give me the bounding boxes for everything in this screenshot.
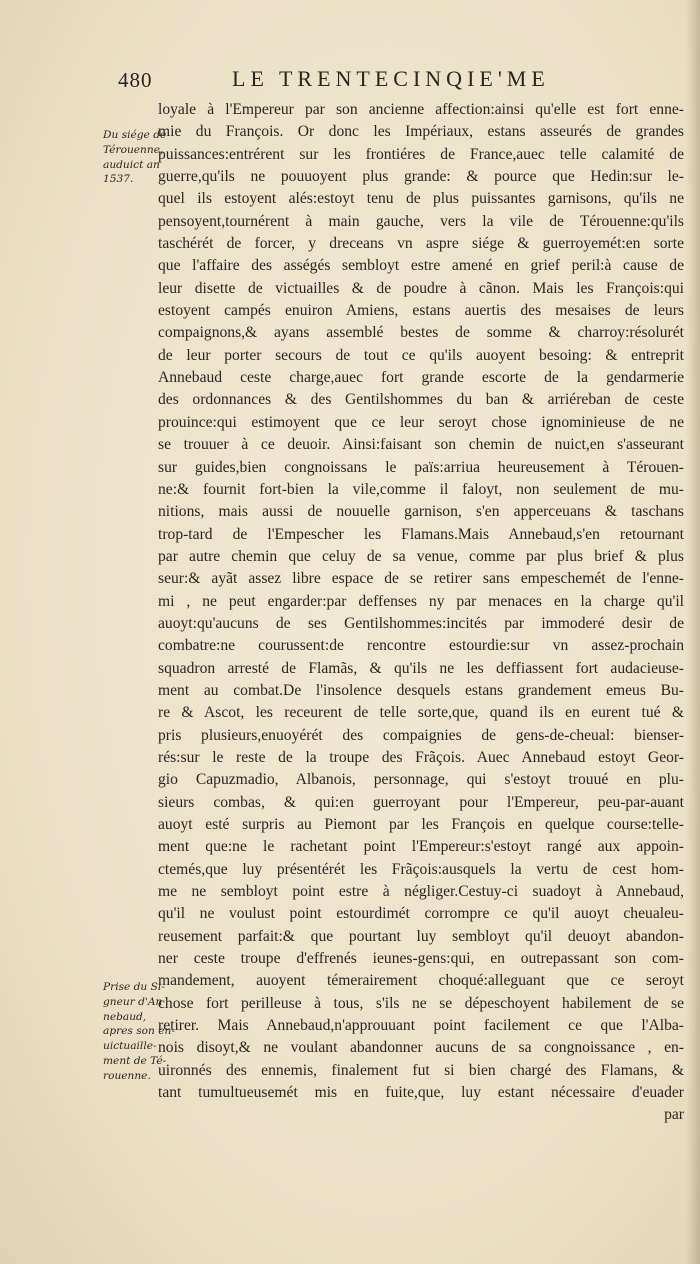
text-line: me ne sembloyt point estre à négliger.Cestuy-ci suadoyt à Annebaud, — [158, 883, 684, 901]
text-line: tant tumultueusemét mis en fuite,que, luy estant nécessaire d'euader — [158, 1084, 684, 1102]
main-text-block — [158, 99, 684, 1127]
text-line: auoyt:qu'aucuns de ses Gentilshommes:incités par immoderé desir de — [158, 614, 684, 632]
text-line: rés:sur le reste de la troupe des Frãçois. Auec Annebaud estoyt Geor- — [158, 748, 684, 766]
text-line: compaignons,& ayans assemblé bestes de somme & charroy:résolurét — [158, 324, 684, 342]
text-line: mandement, auoyent témerairement choqué:alleguant que ce seroyt — [158, 972, 684, 990]
text-line: prouince:qui estimoyent que ce leur seroyt chose ignominieuse de ne — [158, 413, 684, 431]
text-line: Annebaud ceste charge,auec fort grande escorte de la gendarmerie — [158, 369, 684, 387]
text-line: ment au combat.De l'insolence desquels estans grandement emeus Bu- — [158, 681, 684, 699]
catchword: par — [664, 1106, 684, 1124]
margin-note-line: ment de Té- — [103, 1054, 167, 1067]
text-line: ner ceste troupe d'effrenés ieunes-gens:qui, en outrepassant son com- — [158, 950, 684, 968]
text-line: auoyt esté surpris au Piemont par les François en quelque course:telle- — [158, 816, 684, 833]
text-line: re & Ascot, les receurent de telle sorte,que, quand ils en eurent tué & — [158, 704, 684, 722]
text-line: que l'affaire des asségés sembloyt estre amené en grief peril:à cause de — [158, 257, 684, 275]
text-line: trop-tard de l'Empescher les Flamans.Mais Annebaud,s'en retournant — [158, 525, 684, 543]
page-number: 480 — [118, 68, 153, 92]
text-line: qu'il ne voulust point estourdimét corrompre ce qu'il auoyt cheualeu- — [158, 905, 684, 923]
margin-note-capture — [103, 980, 175, 1084]
text-line: pensoyent,tournérent à main gauche, vers la vile de Térouenne:qu'ils — [158, 212, 684, 230]
text-line: mi , ne peut engarder:par deffenses ny par menaces en la charge qu'il — [158, 592, 684, 610]
text-line: se trouuer à ce deuoir. Ainsi:faisant son chemin de nuict,en s'asseurant — [158, 436, 684, 454]
text-line: taschérét de forcer, y dreceans vn aspre siége & guerroyemét:en sorte — [158, 235, 684, 253]
margin-note-line: Prise du Si- — [103, 981, 165, 993]
text-line: squadron arresté de Flamãs, & qu'ils ne les deffiassent fort audacieuse- — [158, 659, 684, 677]
margin-note-line: apres son en- — [103, 1025, 175, 1038]
running-head: LE TRENTECINQIE'ME — [232, 66, 550, 91]
text-line: gio Capuzmadio, Albanois, personnage, qui s'estoyt trouué en plu- — [158, 771, 684, 789]
page-edge-shadow — [686, 0, 700, 1264]
text-line: leur disette de victuailles & de poudre à cãnon. Mais les François:qui — [158, 279, 684, 297]
margin-note-line: auduict an — [103, 158, 160, 171]
text-line: uironnés des ennemis, finalement fut si bien chargé des Flamans, & — [158, 1061, 684, 1079]
margin-note-line: nebaud, — [103, 1010, 147, 1023]
text-line: ne:& fournit fort-bien la vile,comme il faloyt, non seulement de mu- — [158, 480, 684, 498]
text-line: pris plusieurs,enuoyérét des compaignies de gens-de-cheual: bienser- — [158, 726, 684, 744]
margin-note-line: uictuaille- — [103, 1040, 157, 1053]
margin-note-line: rouenne. — [103, 1069, 151, 1082]
margin-note-line: Térouenne, — [103, 143, 164, 156]
text-line: loyale à l'Empereur par son ancienne affection:ainsi qu'elle est fort enne- — [158, 101, 684, 118]
text-line: sur guides,bien congnoissans le païs:arriua heureusement à Térouen- — [158, 458, 684, 476]
text-line: quel ils estoyent alés:estoyt tenu de plus puissantes garnisons, qu'ils ne — [158, 190, 684, 208]
text-line: mie du François. Or donc les Impériaux, estans asseurés de grandes — [158, 123, 684, 141]
text-line: puissances:entrérent sur les frontiéres de France,auec telle calamité de — [158, 145, 684, 163]
text-line: de leur porter secours de tout ce qu'ils auoyent besoing: & entreprit — [158, 346, 684, 364]
margin-note-line: 1537. — [103, 173, 134, 186]
text-line: chose fort perilleuse à tous, s'ils ne se dépeschoyent habilement de se — [158, 994, 684, 1012]
text-line: combatre:ne courussent:de rencontre estourdie:sur vn assez-prochain — [158, 637, 684, 655]
text-line: des ordonnances & des Gentilshommes du ban & arriéreban de ceste — [158, 391, 684, 409]
margin-note-siege — [103, 128, 167, 187]
text-line: estoyent campés enuiron Amiens, estans auertis des mesaises de leurs — [158, 302, 684, 320]
text-line: guerre,qu'ils ne pouuoyent plus grande: & pource que Hedin:sur le- — [158, 168, 684, 186]
text-line: sieurs combas, & qui:en guerroyant pour l'Empereur, peu-par-auant — [158, 793, 684, 811]
text-line: reusement parfait:& que pourtant luy sembloyt qu'il deuoyt abandon- — [158, 927, 684, 945]
margin-note-line: gneur d'An — [103, 995, 163, 1008]
text-line: retirer. Mais Annebaud,n'approuuant point facilement ce que l'Alba- — [158, 1017, 684, 1035]
text-line: ment que:ne le rachetant point l'Empereur:s'estoyt rangé aux appoin- — [158, 838, 684, 856]
text-line: par autre chemin que celuy de sa venue, comme par plus brief & plus — [158, 547, 684, 565]
text-line: seur:& ayãt assez libre espace de se retirer sans empeschemét de l'enne- — [158, 570, 684, 588]
margin-note-line: Du siége de — [103, 129, 167, 141]
text-line: nois disoyt,& ne voulant abandonner aucuns de sa congnoissance , en- — [158, 1039, 684, 1057]
text-line: nitions, mais aussi de nouuelle garnison, s'en apperceuans & taschans — [158, 503, 684, 521]
text-line: ctemés,que luy présentérét les Frãçois:ausquels la vertu de cest hom- — [158, 860, 684, 878]
